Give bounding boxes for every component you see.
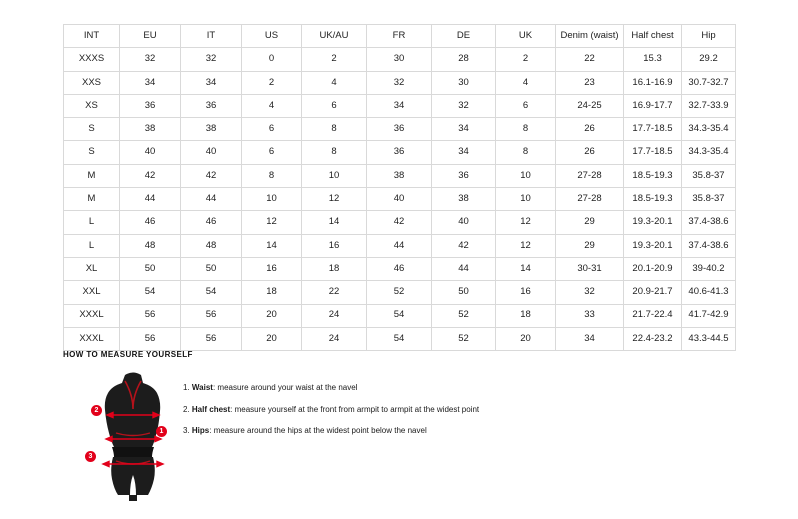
cell: 42 xyxy=(432,234,496,257)
column-header-half-chest: Half chest xyxy=(624,25,682,48)
cell: 22.4-23.2 xyxy=(624,327,682,350)
cell: 32 xyxy=(367,71,432,94)
section-title: HOW TO MEASURE YOURSELF xyxy=(63,350,193,359)
cell: 6 xyxy=(242,141,302,164)
table-row xyxy=(64,304,736,327)
cell: 23 xyxy=(556,71,624,94)
cell: 0 xyxy=(242,48,302,71)
cell: 34 xyxy=(181,71,242,94)
cell: 46 xyxy=(181,211,242,234)
cell: 20 xyxy=(242,304,302,327)
cell: 39-40.2 xyxy=(682,257,736,280)
note-term: Hips xyxy=(191,426,210,436)
cell: 4 xyxy=(302,71,367,94)
measure-notes xyxy=(183,369,743,448)
cell: 32 xyxy=(432,94,496,117)
cell: 30-31 xyxy=(556,257,624,280)
cell: 28 xyxy=(432,48,496,71)
cell: 34 xyxy=(367,94,432,117)
cell: 27-28 xyxy=(556,164,624,187)
cell: 38 xyxy=(120,118,181,141)
cell: 27-28 xyxy=(556,188,624,211)
table-row xyxy=(64,118,736,141)
cell: 34 xyxy=(556,327,624,350)
column-header-uk: UK xyxy=(496,25,556,48)
cell: 8 xyxy=(302,141,367,164)
cell: S xyxy=(64,141,120,164)
cell: 26 xyxy=(556,141,624,164)
cell: 16 xyxy=(242,257,302,280)
cell: 4 xyxy=(496,71,556,94)
cell: 6 xyxy=(302,94,367,117)
cell: 6 xyxy=(242,118,302,141)
measure-note-hips xyxy=(183,426,743,436)
cell: 12 xyxy=(496,211,556,234)
cell: 36 xyxy=(367,118,432,141)
cell: 44 xyxy=(432,257,496,280)
cell: 35.8-37 xyxy=(682,188,736,211)
cell: 30 xyxy=(367,48,432,71)
cell: 18 xyxy=(496,304,556,327)
cell: 8 xyxy=(242,164,302,187)
cell: 36 xyxy=(432,164,496,187)
cell: 52 xyxy=(432,304,496,327)
cell: 52 xyxy=(432,327,496,350)
cell: 2 xyxy=(302,48,367,71)
cell: XXXL xyxy=(64,304,120,327)
table-header-row xyxy=(64,25,736,48)
cell: 40 xyxy=(120,141,181,164)
cell: 10 xyxy=(242,188,302,211)
cell: 44 xyxy=(120,188,181,211)
cell: 24 xyxy=(302,327,367,350)
cell: 14 xyxy=(242,234,302,257)
cell: 17.7-18.5 xyxy=(624,118,682,141)
cell: 29.2 xyxy=(682,48,736,71)
measure-body xyxy=(63,369,743,504)
cell: 37.4-38.6 xyxy=(682,211,736,234)
cell: 34 xyxy=(432,141,496,164)
cell: 6 xyxy=(496,94,556,117)
table-row xyxy=(64,234,736,257)
cell: 32 xyxy=(556,281,624,304)
cell: 54 xyxy=(120,281,181,304)
cell: 2 xyxy=(242,71,302,94)
cell: 43.3-44.5 xyxy=(682,327,736,350)
cell: XS xyxy=(64,94,120,117)
note-number: 1. xyxy=(183,383,190,392)
cell: 46 xyxy=(367,257,432,280)
mannequin-figure-icon xyxy=(85,369,181,504)
mannequin-illustration xyxy=(63,369,183,504)
table-row xyxy=(64,48,736,71)
cell: 18 xyxy=(302,257,367,280)
cell: 48 xyxy=(181,234,242,257)
size-conversion-table xyxy=(63,24,736,351)
cell: S xyxy=(64,118,120,141)
cell: 44 xyxy=(367,234,432,257)
note-number: 2. xyxy=(183,404,190,414)
cell: M xyxy=(64,164,120,187)
cell: 34.3-35.4 xyxy=(682,118,736,141)
note-term: Half chest xyxy=(191,404,231,414)
table-row xyxy=(64,164,736,187)
cell: 20 xyxy=(242,327,302,350)
cell: 14 xyxy=(302,211,367,234)
cell: 12 xyxy=(302,188,367,211)
cell: 50 xyxy=(120,257,181,280)
cell: 42 xyxy=(120,164,181,187)
cell: 33 xyxy=(556,304,624,327)
how-to-measure-section xyxy=(63,350,743,504)
cell: 21.7-22.4 xyxy=(624,304,682,327)
cell: 40.6-41.3 xyxy=(682,281,736,304)
table-row xyxy=(64,257,736,280)
cell: 20.9-21.7 xyxy=(624,281,682,304)
cell: 52 xyxy=(367,281,432,304)
cell: 22 xyxy=(556,48,624,71)
cell: 8 xyxy=(302,118,367,141)
note-number: 3. xyxy=(183,426,190,436)
cell: 34 xyxy=(432,118,496,141)
cell: 41.7-42.9 xyxy=(682,304,736,327)
column-header-denim-waist: Denim (waist) xyxy=(556,25,624,48)
column-header-uk-au: UK/AU xyxy=(302,25,367,48)
cell: XL xyxy=(64,257,120,280)
column-header-int: INT xyxy=(64,25,120,48)
cell: 56 xyxy=(120,304,181,327)
cell: 56 xyxy=(181,304,242,327)
cell: 10 xyxy=(496,188,556,211)
cell: 42 xyxy=(367,211,432,234)
cell: 46 xyxy=(120,211,181,234)
note-text: : measure yourself at the front from armpit to armpit at the widest point xyxy=(230,404,480,414)
table-row xyxy=(64,71,736,94)
cell: 56 xyxy=(120,327,181,350)
cell: 32.7-33.9 xyxy=(682,94,736,117)
column-header-eu: EU xyxy=(120,25,181,48)
cell: 35.8-37 xyxy=(682,164,736,187)
cell: 16 xyxy=(496,281,556,304)
cell: 40 xyxy=(432,211,496,234)
table-row xyxy=(64,141,736,164)
cell: 48 xyxy=(120,234,181,257)
cell: 12 xyxy=(242,211,302,234)
cell: 38 xyxy=(181,118,242,141)
cell: 29 xyxy=(556,211,624,234)
table-row xyxy=(64,94,736,117)
cell: 8 xyxy=(496,118,556,141)
cell: 14 xyxy=(496,257,556,280)
cell: L xyxy=(64,211,120,234)
cell: 37.4-38.6 xyxy=(682,234,736,257)
cell: 34.3-35.4 xyxy=(682,141,736,164)
cell: 17.7-18.5 xyxy=(624,141,682,164)
cell: XXXS xyxy=(64,48,120,71)
cell: 38 xyxy=(367,164,432,187)
cell: 4 xyxy=(242,94,302,117)
cell: 38 xyxy=(432,188,496,211)
cell: 15.3 xyxy=(624,48,682,71)
cell: 8 xyxy=(496,141,556,164)
cell: 16.1-16.9 xyxy=(624,71,682,94)
column-header-de: DE xyxy=(432,25,496,48)
cell: 34 xyxy=(120,71,181,94)
note-text: : measure around your waist at the navel xyxy=(212,383,358,392)
cell: 54 xyxy=(367,304,432,327)
cell: 16 xyxy=(302,234,367,257)
cell: 10 xyxy=(496,164,556,187)
cell: 18 xyxy=(242,281,302,304)
cell: 10 xyxy=(302,164,367,187)
column-header-it: IT xyxy=(181,25,242,48)
table-row xyxy=(64,281,736,304)
half-chest-marker: 2 xyxy=(91,405,102,416)
note-text: : measure around the hips at the widest point below the navel xyxy=(209,426,427,436)
cell: XXL xyxy=(64,281,120,304)
cell: 18.5-19.3 xyxy=(624,188,682,211)
cell: 24-25 xyxy=(556,94,624,117)
cell: 50 xyxy=(432,281,496,304)
cell: L xyxy=(64,234,120,257)
cell: 26 xyxy=(556,118,624,141)
cell: 12 xyxy=(496,234,556,257)
note-term: Waist xyxy=(191,383,213,392)
hips-marker: 3 xyxy=(85,451,96,462)
column-header-hip: Hip xyxy=(682,25,736,48)
cell: 40 xyxy=(367,188,432,211)
cell: 36 xyxy=(120,94,181,117)
measure-note-waist xyxy=(183,383,743,393)
cell: 54 xyxy=(181,281,242,304)
table-row xyxy=(64,211,736,234)
cell: 19.3-20.1 xyxy=(624,211,682,234)
cell: 22 xyxy=(302,281,367,304)
cell: 44 xyxy=(181,188,242,211)
cell: 18.5-19.3 xyxy=(624,164,682,187)
cell: 30.7-32.7 xyxy=(682,71,736,94)
cell: 2 xyxy=(496,48,556,71)
cell: 24 xyxy=(302,304,367,327)
column-header-fr: FR xyxy=(367,25,432,48)
cell: XXXL xyxy=(64,327,120,350)
cell: 20 xyxy=(496,327,556,350)
measure-note-half-chest xyxy=(183,405,743,415)
cell: 32 xyxy=(181,48,242,71)
cell: 20.1-20.9 xyxy=(624,257,682,280)
cell: XXS xyxy=(64,71,120,94)
cell: 56 xyxy=(181,327,242,350)
cell: 50 xyxy=(181,257,242,280)
cell: 16.9-17.7 xyxy=(624,94,682,117)
size-table-container xyxy=(63,24,735,351)
column-header-us: US xyxy=(242,25,302,48)
table-row xyxy=(64,188,736,211)
cell: 54 xyxy=(367,327,432,350)
cell: M xyxy=(64,188,120,211)
cell: 30 xyxy=(432,71,496,94)
cell: 36 xyxy=(367,141,432,164)
cell: 29 xyxy=(556,234,624,257)
cell: 36 xyxy=(181,94,242,117)
cell: 32 xyxy=(120,48,181,71)
table-row xyxy=(64,327,736,350)
cell: 42 xyxy=(181,164,242,187)
cell: 19.3-20.1 xyxy=(624,234,682,257)
waist-marker: 1 xyxy=(156,426,167,437)
cell: 40 xyxy=(181,141,242,164)
